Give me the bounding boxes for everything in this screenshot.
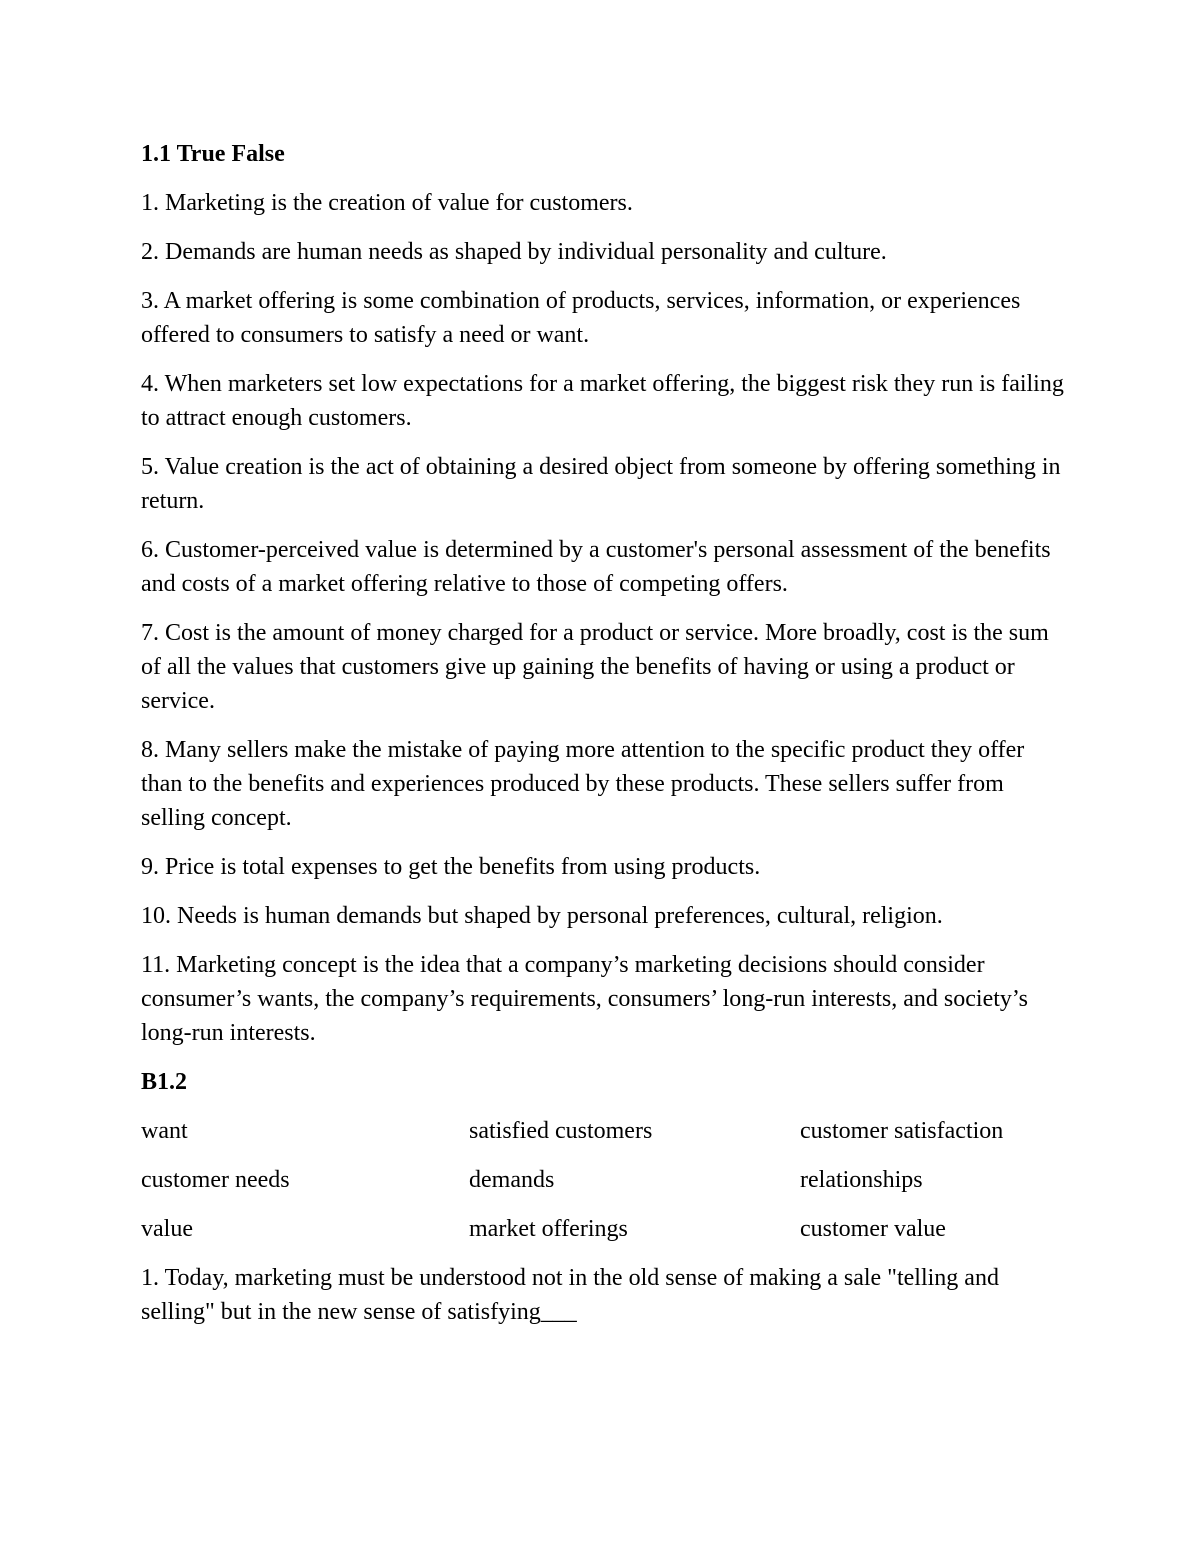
statement-1: 1. Marketing is the creation of value for customers. bbox=[141, 190, 633, 216]
document-page bbox=[141, 137, 1071, 1344]
statement-9: 9. Price is total expenses to get the benefits from using products. bbox=[141, 854, 761, 880]
statement-8: 8. Many sellers make the mistake of paying more attention to the specific product they offer than to the benefits and experiences produced by these products. These sellers suffer from selling concept. bbox=[141, 737, 1025, 831]
fill-in-question-1: 1. Today, marketing must be understood not in the old sense of making a sale "telling and selling" but in the new sense of satisfying___ bbox=[141, 1265, 999, 1325]
statement-11: 11. Marketing concept is the idea that a company’s marketing decisions should consider consumer’s wants, the company’s requirements, consumers’ long-run interests, and society’s long-run interests. bbox=[141, 952, 1028, 1046]
statement-6: 6. Customer-perceived value is determined by a customer's personal assessment of the benefits and costs of a market offering relative to those of competing offers. bbox=[141, 537, 1051, 597]
word-bank-term: customer satisfaction bbox=[800, 1118, 1004, 1144]
statement-7: 7. Cost is the amount of money charged for a product or service. More broadly, cost is the sum of all the values that customers give up gaining the benefits of having or using a product or service. bbox=[141, 620, 1049, 714]
statement-10: 10. Needs is human demands but shaped by personal preferences, cultural, religion. bbox=[141, 903, 943, 929]
section-heading-true-false: 1.1 True False bbox=[141, 141, 285, 167]
statement-2: 2. Demands are human needs as shaped by individual personality and culture. bbox=[141, 239, 887, 265]
word-bank bbox=[141, 1114, 1071, 1246]
word-bank-term: demands bbox=[469, 1167, 555, 1193]
statement-3: 3. A market offering is some combination of products, services, information, or experiences offered to consumers to satisfy a need or want. bbox=[141, 288, 1021, 348]
statement-5: 5. Value creation is the act of obtaining a desired object from someone by offering something in return. bbox=[141, 454, 1061, 514]
word-bank-term: customer needs bbox=[141, 1167, 290, 1193]
word-bank-term: customer value bbox=[800, 1216, 946, 1242]
statement-4: 4. When marketers set low expectations for a market offering, the biggest risk they run is failing to attract enough customers. bbox=[141, 371, 1064, 431]
word-bank-term: value bbox=[141, 1216, 193, 1242]
word-bank-term: market offerings bbox=[469, 1216, 628, 1242]
word-bank-term: want bbox=[141, 1118, 188, 1144]
section-heading-b1-2: B1.2 bbox=[141, 1069, 188, 1095]
word-bank-term: satisfied customers bbox=[469, 1118, 653, 1144]
word-bank-term: relationships bbox=[800, 1167, 923, 1193]
